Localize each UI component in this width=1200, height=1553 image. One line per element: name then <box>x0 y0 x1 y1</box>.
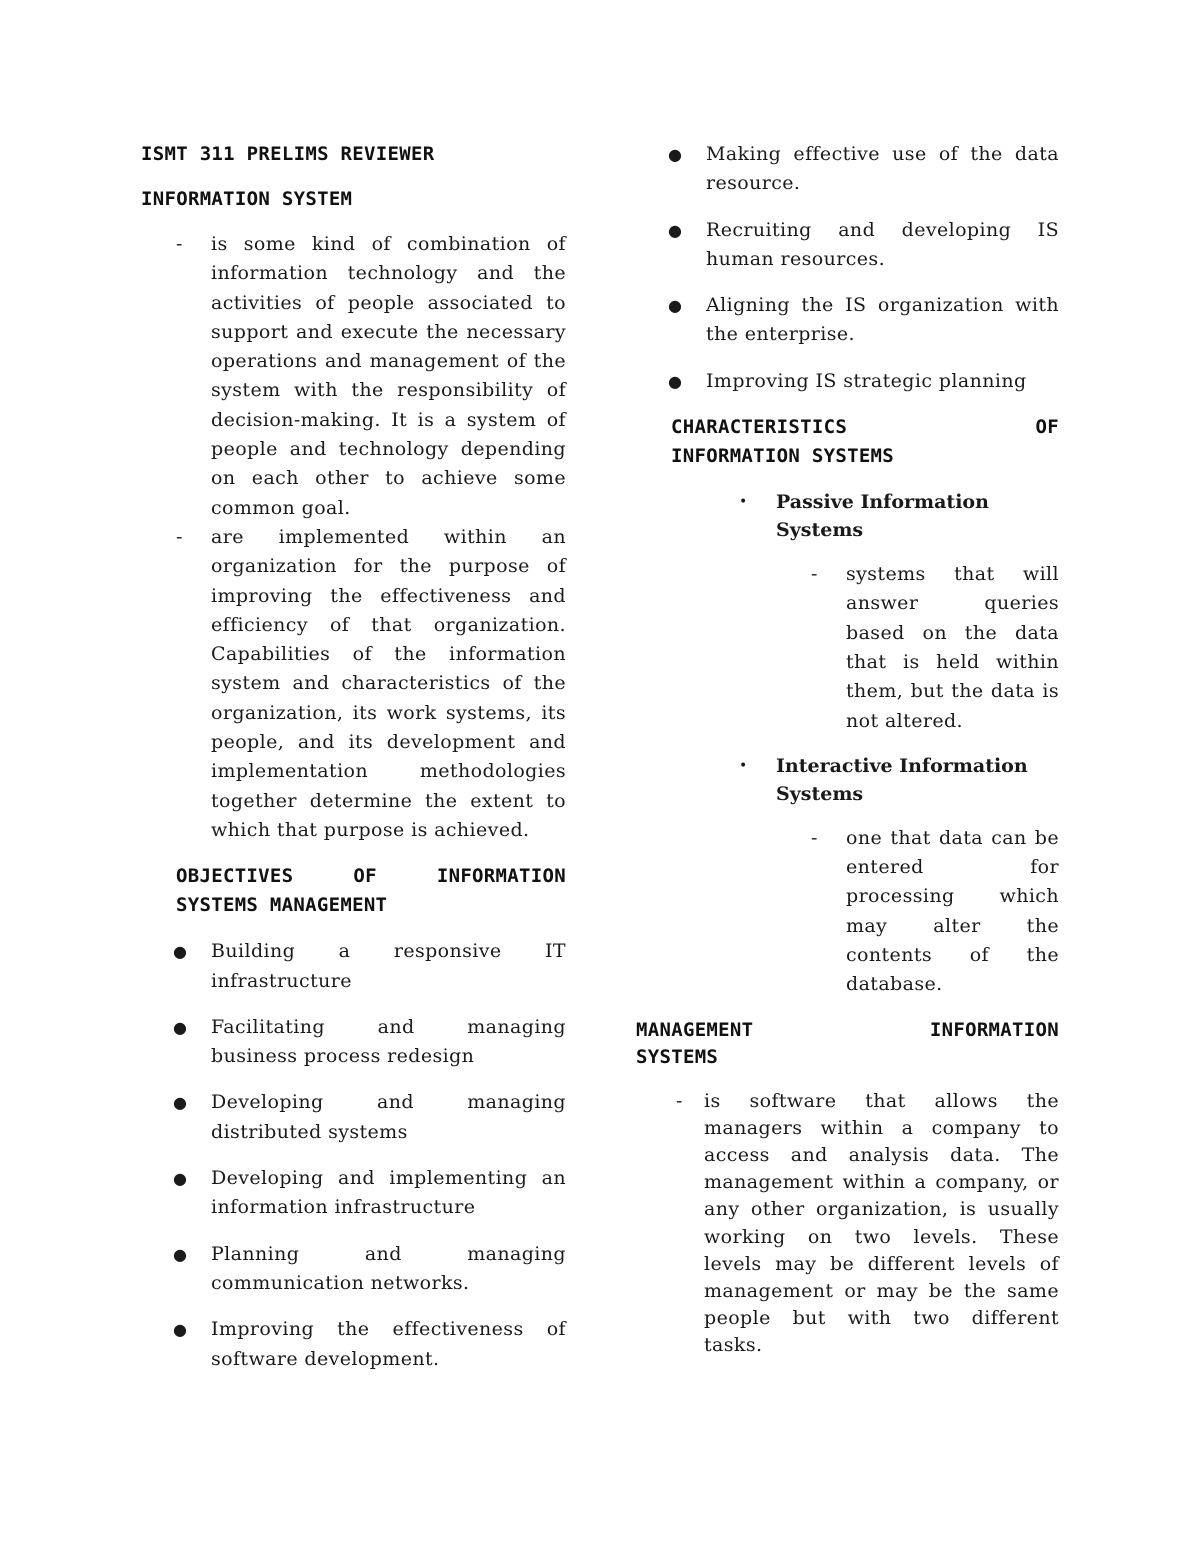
passive-information-systems <box>636 488 1059 736</box>
objective-item <box>636 367 1059 396</box>
right-column <box>636 140 1059 1360</box>
dash-marker: - <box>811 563 818 586</box>
objective-text: Making effective use of the data resource. <box>706 143 1059 195</box>
bullet-marker: ● <box>668 145 682 164</box>
type-item <box>636 752 1059 808</box>
type-label-line2: Systems <box>776 519 864 542</box>
objective-text: Developing and implementing an information infrastructure <box>211 1167 566 1219</box>
characteristics-heading-word: CHARACTERISTICS <box>671 416 848 439</box>
bullet-marker: ● <box>173 1320 187 1340</box>
objective-text: Improving IS strategic planning <box>706 369 1027 392</box>
characteristics-heading-word: OF <box>1035 416 1059 439</box>
definition-text: are implemented within an organization for the purpose of improving the effectiveness and efficiency of that organization. Capabilities of the information system and characteristics of the organization, its work systems, its people, and its development and implementation methodologies together determine the extent to which that purpose is achieved. <box>211 525 566 841</box>
type-description-text: systems that will answer queries based on the data that is held within them, but the data is not altered. <box>846 563 1059 732</box>
objective-text: Aligning the IS organization with the enterprise. <box>706 294 1059 346</box>
objective-item <box>141 937 566 996</box>
dash-marker: - <box>811 826 818 849</box>
information-system-heading: INFORMATION SYSTEM <box>141 188 353 210</box>
bullet-marker: ● <box>668 371 682 391</box>
bullet-marker: ● <box>668 296 682 316</box>
mis-definition <box>636 1088 1059 1360</box>
objective-item <box>141 1088 566 1147</box>
objective-item <box>141 1315 566 1374</box>
objective-text: Planning and managing communication networks. <box>211 1242 566 1294</box>
bullet-marker: ● <box>668 220 682 240</box>
dash-marker: - <box>176 233 183 255</box>
dash-marker: - <box>676 1089 683 1112</box>
type-label-word: Information <box>899 754 1028 777</box>
objective-text: Facilitating and managing business process redesign <box>211 1015 566 1068</box>
mis-heading <box>636 1017 1059 1071</box>
left-column <box>141 140 566 1391</box>
objectives-heading <box>141 862 566 920</box>
bullet-marker: ● <box>173 1244 187 1264</box>
objectives-heading-word: OF <box>353 865 377 888</box>
objectives-list-left <box>141 937 566 1374</box>
definition-item <box>141 230 566 523</box>
mis-heading-line2: SYSTEMS <box>636 1045 719 1068</box>
objective-item <box>636 140 1059 199</box>
interactive-information-systems <box>636 752 1059 1000</box>
document-title: ISMT 311 PRELIMS REVIEWER <box>141 143 435 165</box>
type-description <box>636 824 1059 1000</box>
characteristics-heading-line2: INFORMATION SYSTEMS <box>671 445 895 468</box>
mis-heading-word: MANAGEMENT <box>636 1018 754 1041</box>
mis-heading-word: INFORMATION <box>929 1018 1059 1041</box>
type-label-word: Information <box>860 491 989 514</box>
information-system-definitions <box>141 230 566 845</box>
mis-definition-text: is software that allows the managers within a company to access and analysis data. The management within a company, or any other organization, is usually working on two levels. These levels may be different levels of management or may be the same people but with two different tasks. <box>704 1089 1059 1357</box>
objective-item <box>141 1013 566 1072</box>
objectives-list-right <box>636 140 1059 396</box>
objectives-heading-word: INFORMATION <box>436 865 566 888</box>
objectives-heading-word: OBJECTIVES <box>176 865 294 888</box>
definition-item <box>141 523 566 845</box>
small-bullet-marker: • <box>739 494 748 511</box>
objective-text: Developing and managing distributed systems <box>211 1091 566 1143</box>
objective-item <box>141 1240 566 1299</box>
type-label-line2: Systems <box>776 782 864 805</box>
type-item <box>636 488 1059 544</box>
objective-item <box>141 1164 566 1223</box>
type-label-word: Interactive <box>776 754 893 777</box>
type-label-word: Passive <box>776 491 854 514</box>
bullet-marker: ● <box>173 1093 187 1113</box>
bullet-marker: ● <box>173 1169 187 1189</box>
bullet-marker: ● <box>173 1017 187 1037</box>
objective-text: Building a responsive IT infrastructure <box>211 940 566 992</box>
objective-item <box>636 291 1059 350</box>
definition-text: is some kind of combination of information technology and the activities of people associated to support and execute the necessary operations and management of the system with the responsibility of decision-making. It is a system of people and technology depending on each other to achieve some common goal. <box>211 233 566 519</box>
type-description <box>636 560 1059 736</box>
dash-marker: - <box>176 525 183 548</box>
objectives-heading-line2: SYSTEMS MANAGEMENT <box>176 894 388 917</box>
bullet-marker: ● <box>173 942 187 962</box>
small-bullet-marker: • <box>739 757 748 774</box>
characteristics-heading <box>636 413 1059 471</box>
objective-text: Improving the effectiveness of software development. <box>211 1318 566 1370</box>
objective-item <box>636 216 1059 275</box>
objective-text: Recruiting and developing IS human resources. <box>706 218 1059 270</box>
type-description-text: one that data can be entered for processing which may alter the contents of the database. <box>846 826 1059 996</box>
